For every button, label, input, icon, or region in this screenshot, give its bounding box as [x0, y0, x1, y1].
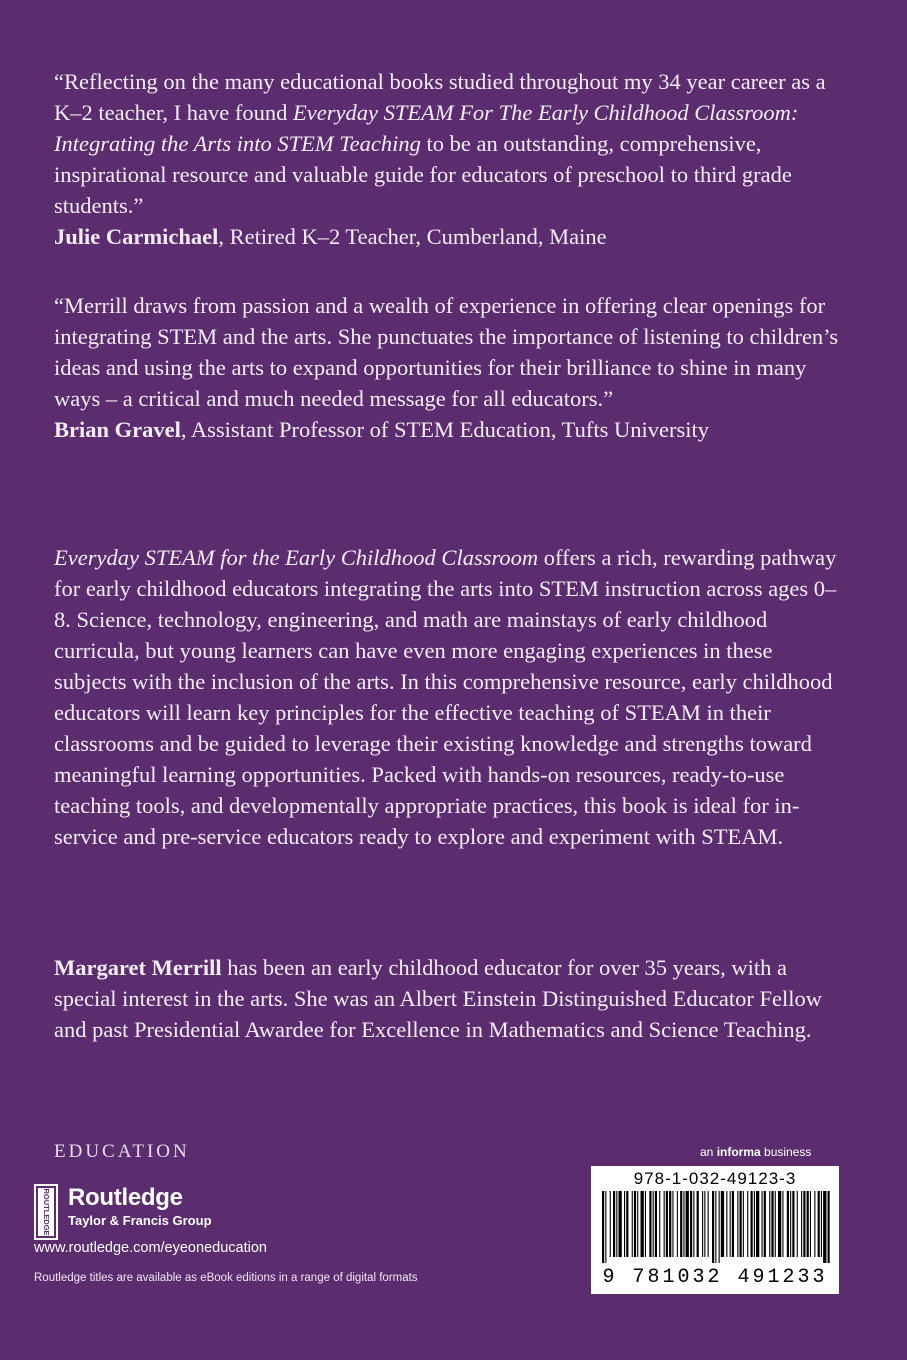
barcode-bar	[602, 1191, 604, 1263]
testimonial-attribution	[54, 221, 844, 252]
testimonial-quote: “Reflecting on the many educational books studied throughout my 34 year career as a K–2 teacher, I have found Everyday STEAM For The Early Childhood Classroom: Integrating the Arts into STEM Teaching to be an outstanding, comprehensive, inspirational resource and valuable guide for educators of preschool to third grade students.”	[54, 69, 826, 218]
testimonial-attribution	[54, 414, 844, 445]
publisher-website: www.routledge.com/eyeoneducation	[34, 1240, 267, 1256]
barcode-bar	[810, 1191, 811, 1257]
barcode-bar	[740, 1191, 742, 1257]
barcode-bar	[754, 1191, 755, 1257]
barcode-bar	[664, 1191, 665, 1257]
barcode-bar	[737, 1191, 738, 1257]
barcode-bar	[782, 1191, 783, 1257]
barcode-bar	[708, 1191, 709, 1257]
barcode-bar	[801, 1191, 802, 1257]
barcode-bar	[649, 1191, 651, 1257]
barcode-bar	[743, 1191, 744, 1257]
barcode-bar	[803, 1191, 805, 1257]
barcode-bar	[792, 1191, 794, 1257]
barcode-bar	[756, 1191, 759, 1257]
barcode-bar	[747, 1191, 748, 1257]
barcode-bar	[719, 1191, 720, 1263]
barcode-bar	[637, 1191, 638, 1257]
publisher-name: Routledge	[68, 1184, 183, 1211]
barcode-bar	[823, 1191, 826, 1263]
testimonial-gravel	[54, 290, 844, 445]
barcode-bar	[704, 1191, 705, 1257]
ebook-note: Routledge titles are available as eBook editions in a range of digital formats	[34, 1272, 418, 1284]
barcode-bar	[787, 1191, 789, 1257]
barcode-bar	[764, 1191, 766, 1257]
barcode-bar	[790, 1191, 791, 1257]
barcode-bar	[732, 1191, 734, 1257]
description-text: offers a rich, rewarding pathway for early childhood educators integrating the arts into STEM instruction across ages 0–8. Science, technology, engineering, and math are mainstays of early childhood curricula, but young learners can have even more engaging experiences in these subjects with the inclusion of the arts. In this comprehensive resource, early childhood educators will learn key principles for the effective teaching of STEAM in their classrooms and be guided to leverage their existing knowledge and strengths toward meaningful learning opportunities. Packed with hands-on resources, ready-to-use teaching tools, and developmentally appropriate practices, this book is ideal for in-service and pre-service educators ready to explore and experiment with STEAM.	[54, 545, 837, 849]
barcode-bar	[730, 1191, 731, 1257]
barcode-bar	[771, 1191, 773, 1257]
barcode-bar	[653, 1191, 654, 1257]
barcode-bar	[726, 1191, 727, 1257]
routledge-logo-icon	[34, 1184, 58, 1240]
barcode-bar	[818, 1191, 820, 1257]
barcode-bar	[775, 1191, 776, 1257]
ean-digits: 9 781032 491233	[602, 1266, 828, 1289]
book-title-italic: Everyday STEAM for the Early Childhood Classroom	[54, 545, 539, 570]
isbn-number: 978-1-032-49123-3	[633, 1169, 797, 1188]
barcode-bar	[669, 1191, 671, 1257]
barcode-bar	[632, 1191, 633, 1257]
barcode-bar	[616, 1191, 617, 1257]
barcode-bar	[712, 1191, 714, 1263]
testimonial-author: Brian Gravel	[54, 417, 181, 442]
testimonial-role: , Assistant Professor of STEM Education, Tufts University	[180, 417, 709, 442]
book-title-italic: Everyday STEAM For The Early Childhood Classroom: Integrating the Arts into STEM Teaching	[54, 100, 799, 156]
barcode-bar	[715, 1191, 716, 1263]
testimonial-author: Julie Carmichael	[54, 224, 219, 249]
barcode-bar	[828, 1191, 830, 1263]
barcode-bars	[598, 1191, 832, 1263]
logo-mark-text: ROUTLEDGE	[42, 1188, 52, 1236]
barcode-bar	[619, 1191, 622, 1257]
barcode-bar	[702, 1191, 703, 1257]
barcode-bar	[807, 1191, 809, 1257]
author-bio	[54, 952, 844, 1045]
barcode-bar	[605, 1191, 606, 1263]
barcode-bar	[778, 1191, 781, 1257]
barcode-bar	[634, 1191, 636, 1257]
author-name: Margaret Merrill	[54, 955, 222, 980]
barcode-bar	[814, 1191, 815, 1257]
barcode-bar	[641, 1191, 644, 1257]
barcode-bar	[613, 1191, 615, 1257]
barcode-bar	[624, 1191, 625, 1257]
barcode-bar	[751, 1191, 753, 1257]
barcode-bar	[677, 1191, 678, 1257]
barcode-bar	[659, 1191, 660, 1257]
barcode-bar	[610, 1191, 611, 1257]
barcode-bar	[683, 1191, 684, 1257]
barcode-bar	[680, 1191, 682, 1257]
book-description	[54, 542, 844, 852]
isbn-barcode	[591, 1166, 839, 1294]
barcode-bar	[769, 1191, 770, 1257]
informa-tagline: an informa business	[700, 1145, 812, 1159]
barcode-bar	[697, 1191, 699, 1257]
barcode-bar	[655, 1191, 657, 1257]
barcode-bar	[690, 1191, 692, 1257]
barcode-bar	[821, 1191, 822, 1257]
testimonial-role: , Retired K–2 Teacher, Cumberland, Maine	[218, 224, 607, 249]
barcode-bar	[626, 1191, 628, 1257]
barcode-bar	[762, 1191, 763, 1257]
barcode-bar	[666, 1191, 668, 1257]
barcode-bar	[645, 1191, 646, 1257]
testimonial-carmichael	[54, 66, 844, 252]
barcode-bar	[797, 1191, 798, 1257]
publisher-group: Taylor & Francis Group	[68, 1213, 212, 1228]
bio-text: has been an early childhood educator for over 35 years, with a special interest in the arts. She was an Albert Einstein Distinguished Educator Fellow and past Presidential Awardee for Excellence in Mathematics and Science Teaching.	[54, 955, 822, 1042]
category-label: EDUCATION	[54, 1141, 190, 1162]
barcode-bar	[693, 1191, 694, 1257]
barcode-bar	[721, 1191, 724, 1257]
publisher-logo	[34, 1184, 212, 1240]
barcode-bar	[686, 1191, 689, 1257]
testimonial-quote: “Merrill draws from passion and a wealth of experience in offering clear openings for integrating STEM and the arts. She punctuates the importance of listening to children’s ideas and using the arts to expand opportunities for their brilliance to shine in many ways – a critical and much needed message for all educators.”	[54, 293, 839, 411]
barcode-bar	[672, 1191, 673, 1257]
